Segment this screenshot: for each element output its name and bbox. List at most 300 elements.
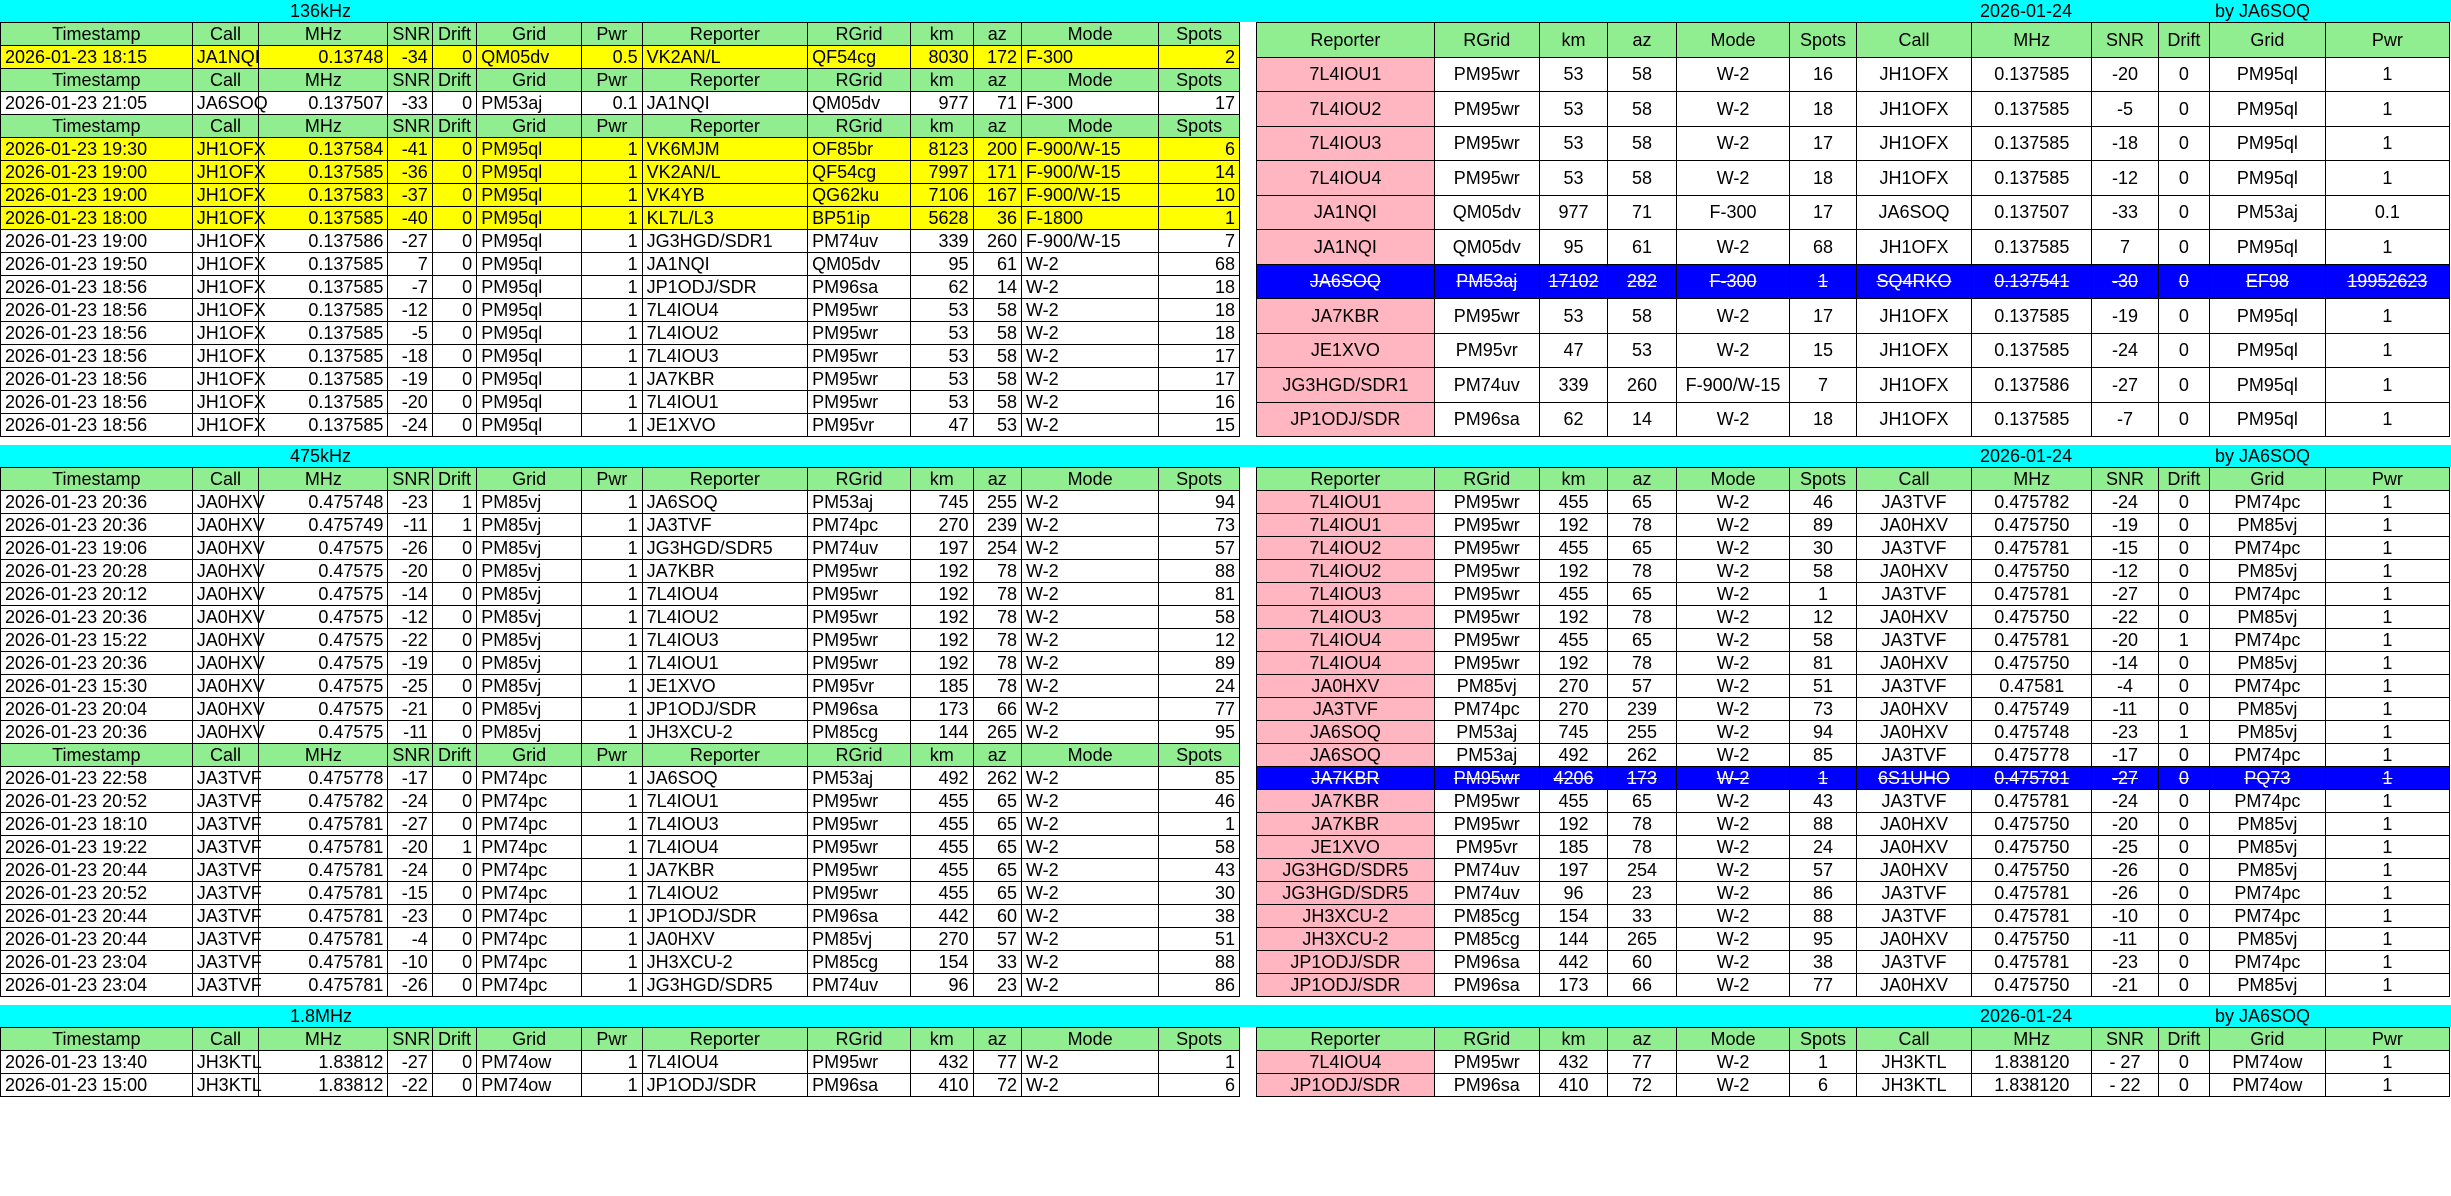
spot-cell: 1 [2325, 813, 2449, 836]
spot-cell: JA3TVF [1856, 629, 1972, 652]
spot-cell: PM95wr [1434, 126, 1539, 161]
spot-cell: -5 [2092, 92, 2158, 127]
spot-cell: PM85vj [2210, 652, 2326, 675]
spot-cell: 2026-01-23 19:00 [1, 230, 193, 253]
spot-cell: 57 [1608, 675, 1677, 698]
spot-cell: 977 [911, 92, 974, 115]
spot-cell: W-2 [1676, 1051, 1790, 1074]
spot-row [1, 276, 1240, 299]
spot-cell: PM95wr [1434, 583, 1539, 606]
spot-cell: 1 [2325, 1051, 2449, 1074]
spot-cell: 2026-01-23 20:52 [1, 882, 193, 905]
spot-cell: F-300 [1021, 92, 1158, 115]
spot-cell: 144 [911, 721, 974, 744]
spot-cell: W-2 [1676, 698, 1790, 721]
spot-cell: PM85vj [1434, 675, 1539, 698]
spot-cell: 154 [1539, 905, 1608, 928]
spot-cell: 71 [973, 92, 1021, 115]
excluded-spot-row [1257, 264, 2450, 299]
spot-cell: JA0HXV [1856, 721, 1972, 744]
spot-cell: JA0HXV [192, 629, 259, 652]
spot-cell: PM74uv [808, 974, 911, 997]
spot-cell: 0 [2158, 905, 2209, 928]
spot-cell: 0.137585 [259, 161, 388, 184]
spot-cell: 172 [973, 46, 1021, 69]
spot-cell: 85 [1790, 744, 1856, 767]
spot-cell: 144 [1539, 928, 1608, 951]
column-header: az [973, 744, 1021, 767]
spot-cell: 0.137585 [259, 253, 388, 276]
spot-cell: 192 [1539, 560, 1608, 583]
spot-cell: 1 [1790, 1051, 1856, 1074]
spot-cell: W-2 [1021, 767, 1158, 790]
spot-row [1, 391, 1240, 414]
spot-cell: 30 [1159, 882, 1240, 905]
spot-cell: 0 [432, 1074, 476, 1097]
spot-cell: -11 [388, 514, 432, 537]
spot-cell: 1 [582, 322, 643, 345]
spot-row [1, 46, 1240, 69]
spot-cell: 1 [582, 974, 643, 997]
spot-cell: 65 [1608, 583, 1677, 606]
spot-cell: PM85vj [477, 491, 582, 514]
spot-cell: JA3TVF [1856, 537, 1972, 560]
spot-cell: W-2 [1676, 92, 1790, 127]
spot-cell: 53 [1539, 126, 1608, 161]
spot-cell: 1 [582, 537, 643, 560]
spot-cell: W-2 [1676, 230, 1790, 265]
spot-cell: PM95vr [808, 675, 911, 698]
spot-cell: F-900/W-15 [1021, 184, 1158, 207]
spot-cell: JA0HXV [192, 606, 259, 629]
column-header: az [1608, 23, 1677, 58]
column-header: Grid [2210, 1028, 2326, 1051]
spot-cell: W-2 [1021, 928, 1158, 951]
reporter-row [1257, 126, 2450, 161]
reporter-cell: 7L4IOU2 [1257, 537, 1435, 560]
spot-row [1, 905, 1240, 928]
band-section [0, 445, 2451, 997]
spot-cell: 0 [432, 721, 476, 744]
spot-cell: PM85vj [2210, 813, 2326, 836]
spot-cell: PM74pc [477, 767, 582, 790]
spot-cell: PM85vj [477, 698, 582, 721]
column-header: Spots [1159, 468, 1240, 491]
spot-cell: JA3TVF [1856, 675, 1972, 698]
spot-cell: PM74uv [808, 230, 911, 253]
spot-cell: 2026-01-23 20:44 [1, 859, 193, 882]
spot-cell: 0 [432, 629, 476, 652]
spot-cell: JH3KTL [192, 1074, 259, 1097]
spot-cell: 0 [2158, 606, 2209, 629]
spot-cell: 10 [1159, 184, 1240, 207]
spot-cell: 254 [973, 537, 1021, 560]
reporter-cell: JA6SOQ [1257, 744, 1435, 767]
spot-cell: 60 [1608, 951, 1677, 974]
spot-cell: PM74pc [2210, 537, 2326, 560]
column-header: Reporter [1257, 23, 1435, 58]
spot-cell: W-2 [1021, 836, 1158, 859]
spot-cell: 33 [1608, 905, 1677, 928]
spot-cell: PM95wr [808, 790, 911, 813]
spot-cell: W-2 [1676, 514, 1790, 537]
spot-cell: JH1OFX [1856, 333, 1972, 368]
spot-cell: 0 [2158, 126, 2209, 161]
spot-cell: 0 [432, 905, 476, 928]
spot-cell: 19952623 [2325, 264, 2449, 299]
spot-cell: 0 [2158, 537, 2209, 560]
spot-cell: 7L4IOU4 [642, 299, 807, 322]
spot-cell: PM95ql [2210, 368, 2326, 403]
spot-cell: 0 [432, 698, 476, 721]
spot-cell: 1 [2325, 126, 2449, 161]
spot-cell: -7 [2092, 402, 2158, 437]
spot-cell: -24 [388, 859, 432, 882]
spot-cell: JH1OFX [192, 322, 259, 345]
spot-cell: 0 [2158, 859, 2209, 882]
spot-cell: PM85vj [2210, 974, 2326, 997]
spot-cell: JA3TVF [192, 790, 259, 813]
spot-cell: 0.137585 [259, 368, 388, 391]
column-header: Drift [432, 23, 476, 46]
spot-cell: 1 [582, 652, 643, 675]
spot-cell: 2026-01-23 19:22 [1, 836, 193, 859]
spot-cell: PM96sa [808, 698, 911, 721]
spot-cell: OF85br [808, 138, 911, 161]
column-header: Drift [432, 1028, 476, 1051]
spot-cell: 1 [1159, 1051, 1240, 1074]
spot-cell: 2026-01-23 18:10 [1, 813, 193, 836]
reporter-row [1257, 402, 2450, 437]
column-header: az [973, 115, 1021, 138]
spot-cell: PM95wr [808, 652, 911, 675]
spot-cell: W-2 [1021, 345, 1158, 368]
spot-cell: 4206 [1539, 767, 1608, 790]
spot-cell: 1 [582, 1051, 643, 1074]
spot-cell: 0.475778 [1972, 744, 2092, 767]
spot-cell: 2026-01-23 18:56 [1, 322, 193, 345]
spot-cell: PM53aj [2210, 195, 2326, 230]
spot-cell: 7 [1790, 368, 1856, 403]
spot-cell: 0 [2158, 928, 2209, 951]
spot-cell: 16 [1790, 57, 1856, 92]
spot-cell: PM85vj [477, 721, 582, 744]
spot-cell: PM95ql [477, 368, 582, 391]
spot-cell: 192 [911, 583, 974, 606]
column-header: Grid [2210, 23, 2326, 58]
spot-cell: JA0HXV [1856, 974, 1972, 997]
spot-cell: 1 [2158, 721, 2209, 744]
reporter-cell: JG3HGD/SDR5 [1257, 882, 1435, 905]
spot-cell: W-2 [1021, 1051, 1158, 1074]
spot-cell: JH1OFX [1856, 57, 1972, 92]
spot-cell: 36 [973, 207, 1021, 230]
spot-cell: 1 [2325, 560, 2449, 583]
spot-cell: 6 [1159, 138, 1240, 161]
spot-cell: 53 [1539, 299, 1608, 334]
spot-cell: 455 [1539, 491, 1608, 514]
column-header: km [911, 23, 974, 46]
spot-cell: -30 [2092, 264, 2158, 299]
spot-cell: 2026-01-23 20:36 [1, 652, 193, 675]
spot-cell: -14 [2092, 652, 2158, 675]
spot-cell: QM05dv [808, 92, 911, 115]
column-header-row [1, 1028, 1240, 1051]
spot-cell: 0.137507 [1972, 195, 2092, 230]
spot-cell: 65 [973, 813, 1021, 836]
column-header: Mode [1021, 744, 1158, 767]
spot-cell: 1 [2325, 928, 2449, 951]
spot-cell: 1 [1159, 813, 1240, 836]
column-header: km [911, 1028, 974, 1051]
spot-cell: PM85cg [1434, 928, 1539, 951]
spot-cell: JA1NQI [192, 46, 259, 69]
spot-cell: 1 [432, 491, 476, 514]
spot-cell: W-2 [1021, 299, 1158, 322]
spot-cell: 1.83812 [259, 1051, 388, 1074]
spot-cell: JH1OFX [1856, 92, 1972, 127]
spot-cell: 0 [2158, 767, 2209, 790]
spot-cell: 260 [1608, 368, 1677, 403]
spot-cell: PM74pc [477, 928, 582, 951]
spot-cell: 0 [432, 560, 476, 583]
spot-cell: W-2 [1676, 836, 1790, 859]
spot-cell: 1 [582, 276, 643, 299]
spot-cell: PM96sa [1434, 1074, 1539, 1097]
spot-cell: 1 [582, 859, 643, 882]
spot-cell: 5628 [911, 207, 974, 230]
reporter-cell: JA7KBR [1257, 299, 1435, 334]
spot-cell: 977 [1539, 195, 1608, 230]
spot-cell: PM96sa [808, 276, 911, 299]
spot-cell: 58 [1608, 161, 1677, 196]
reporter-cell: JA1NQI [1257, 230, 1435, 265]
spot-cell: 1 [582, 345, 643, 368]
spot-cell: PM85vj [2210, 928, 2326, 951]
column-header: RGrid [1434, 1028, 1539, 1051]
spot-cell: JH3KTL [1856, 1074, 1972, 1097]
spot-cell: JA3TVF [1856, 583, 1972, 606]
column-header-row [1257, 1028, 2450, 1051]
column-header: Call [192, 69, 259, 92]
spot-cell: W-2 [1676, 882, 1790, 905]
column-header: Call [1856, 468, 1972, 491]
column-header: km [1539, 1028, 1608, 1051]
spot-cell: 62 [911, 276, 974, 299]
spot-cell: 1 [432, 514, 476, 537]
spot-cell: 2026-01-23 20:36 [1, 491, 193, 514]
spot-cell: W-2 [1676, 333, 1790, 368]
spot-cell: W-2 [1676, 974, 1790, 997]
column-header: SNR [2092, 23, 2158, 58]
spot-cell: PM85cg [1434, 905, 1539, 928]
column-header: az [1608, 1028, 1677, 1051]
spot-cell: -20 [388, 391, 432, 414]
spot-cell: JA0HXV [192, 560, 259, 583]
spot-cell: 89 [1159, 652, 1240, 675]
spot-cell: W-2 [1021, 583, 1158, 606]
spot-cell: -26 [388, 974, 432, 997]
spot-cell: 200 [973, 138, 1021, 161]
column-header: Reporter [642, 23, 807, 46]
spot-cell: 78 [1608, 813, 1677, 836]
spot-cell: 7106 [911, 184, 974, 207]
spot-cell: 1 [582, 928, 643, 951]
spot-cell: 81 [1159, 583, 1240, 606]
spot-cell: VK2AN/L [642, 161, 807, 184]
spot-cell: PM74pc [477, 836, 582, 859]
spot-cell: 7L4IOU2 [642, 606, 807, 629]
spot-cell: 1 [2325, 514, 2449, 537]
spot-cell: F-1800 [1021, 207, 1158, 230]
band-label: 136kHz [290, 1, 352, 21]
spot-cell: 0 [432, 537, 476, 560]
spot-cell: 1 [2325, 951, 2449, 974]
spot-cell: JA1NQI [642, 92, 807, 115]
spot-cell: JA3TVF [192, 882, 259, 905]
column-header: Call [192, 23, 259, 46]
spot-cell: PM95ql [477, 161, 582, 184]
spot-cell: 0 [2158, 744, 2209, 767]
spot-cell: 2026-01-23 19:50 [1, 253, 193, 276]
column-header: Reporter [1257, 468, 1435, 491]
spot-cell: JA0HXV [1856, 859, 1972, 882]
spot-cell: 78 [973, 652, 1021, 675]
column-header: Mode [1021, 115, 1158, 138]
spot-row [1, 859, 1240, 882]
spot-cell: 0 [2158, 491, 2209, 514]
spot-cell: PM74uv [1434, 882, 1539, 905]
spot-cell: 1 [582, 391, 643, 414]
spot-cell: 410 [1539, 1074, 1608, 1097]
spot-cell: 0.47575 [259, 721, 388, 744]
spot-cell: -11 [2092, 698, 2158, 721]
spot-cell: 61 [1608, 230, 1677, 265]
spot-cell: 0.475781 [1972, 583, 2092, 606]
spot-cell: PM95wr [1434, 537, 1539, 560]
reporter-row [1257, 882, 2450, 905]
spot-cell: -25 [388, 675, 432, 698]
spot-cell: 1 [2325, 790, 2449, 813]
spot-cell: PM74pc [477, 790, 582, 813]
spot-cell: 38 [1159, 905, 1240, 928]
column-header: MHz [259, 23, 388, 46]
spot-cell: 0.475749 [1972, 698, 2092, 721]
spot-cell: -11 [388, 721, 432, 744]
spot-cell: 7L4IOU1 [642, 790, 807, 813]
spot-cell: 7 [1159, 230, 1240, 253]
spot-cell: PM95wr [808, 629, 911, 652]
spot-row [1, 882, 1240, 905]
spot-row [1, 836, 1240, 859]
spot-cell: 17 [1159, 92, 1240, 115]
spot-cell: 0 [2158, 299, 2209, 334]
spots-by-reporter-table [1256, 467, 2450, 997]
reporter-row [1257, 537, 2450, 560]
column-header: Call [192, 1028, 259, 1051]
spot-cell: 1.838120 [1972, 1051, 2092, 1074]
column-header: Call [1856, 1028, 1972, 1051]
column-header: Drift [432, 468, 476, 491]
reporter-row [1257, 721, 2450, 744]
spot-cell: 1 [2325, 882, 2449, 905]
spot-cell: W-2 [1021, 974, 1158, 997]
spot-cell: -12 [2092, 560, 2158, 583]
spot-cell: PM85cg [808, 951, 911, 974]
spot-cell: W-2 [1021, 813, 1158, 836]
spot-cell: 1 [2158, 629, 2209, 652]
spot-cell: W-2 [1021, 905, 1158, 928]
spot-cell: 2026-01-23 18:56 [1, 414, 193, 437]
spot-cell: F-300 [1676, 264, 1790, 299]
spot-cell: 7L4IOU4 [642, 1051, 807, 1074]
reporter-cell: JP1ODJ/SDR [1257, 402, 1435, 437]
column-header: Timestamp [1, 69, 193, 92]
spot-cell: 0 [432, 414, 476, 437]
spot-cell: 43 [1790, 790, 1856, 813]
spot-cell: 2026-01-23 15:00 [1, 1074, 193, 1097]
spot-cell: -34 [388, 46, 432, 69]
spot-cell: JA6SOQ [192, 92, 259, 115]
spot-cell: 72 [1608, 1074, 1677, 1097]
reporter-row [1257, 859, 2450, 882]
column-header: Reporter [1257, 1028, 1435, 1051]
spot-cell: JH3XCU-2 [642, 951, 807, 974]
spot-cell: W-2 [1676, 767, 1790, 790]
reporter-cell: JP1ODJ/SDR [1257, 1074, 1435, 1097]
spot-cell: 2026-01-23 19:30 [1, 138, 193, 161]
spot-cell: 2026-01-23 18:00 [1, 207, 193, 230]
spot-cell: 2026-01-23 20:28 [1, 560, 193, 583]
column-header: MHz [1972, 468, 2092, 491]
column-header-row [1257, 23, 2450, 58]
column-header: Drift [2158, 468, 2209, 491]
spot-cell: PM95vr [1434, 333, 1539, 368]
spot-cell: PM74pc [2210, 583, 2326, 606]
spot-cell: W-2 [1676, 813, 1790, 836]
spot-cell: W-2 [1676, 606, 1790, 629]
spot-cell: 7L4IOU3 [642, 629, 807, 652]
spot-cell: 0 [432, 184, 476, 207]
spot-cell: 78 [973, 675, 1021, 698]
spot-cell: 65 [1608, 491, 1677, 514]
spot-cell: 2026-01-23 20:12 [1, 583, 193, 606]
column-header: Mode [1021, 23, 1158, 46]
column-header: Call [1856, 23, 1972, 58]
spot-cell: 7 [2092, 230, 2158, 265]
spot-cell: PM95ql [477, 322, 582, 345]
spot-cell: PM95ql [2210, 230, 2326, 265]
spot-cell: 8030 [911, 46, 974, 69]
spot-cell: 0.47575 [259, 606, 388, 629]
spot-cell: 1 [582, 767, 643, 790]
spots-by-reporter-table [1256, 22, 2450, 437]
spot-cell: PM74uv [808, 537, 911, 560]
spot-cell: PM74ow [2210, 1074, 2326, 1097]
spot-cell: 78 [973, 629, 1021, 652]
spot-cell: PM95wr [808, 583, 911, 606]
spot-cell: QF54cg [808, 46, 911, 69]
spot-cell: 7L4IOU4 [642, 836, 807, 859]
spot-cell: 339 [1539, 368, 1608, 403]
spot-cell: 0 [432, 790, 476, 813]
spot-cell: 1 [582, 184, 643, 207]
column-header: Mode [1021, 1028, 1158, 1051]
spot-cell: -27 [2092, 368, 2158, 403]
spot-cell: W-2 [1676, 744, 1790, 767]
spot-row [1, 161, 1240, 184]
spot-cell: F-300 [1021, 46, 1158, 69]
